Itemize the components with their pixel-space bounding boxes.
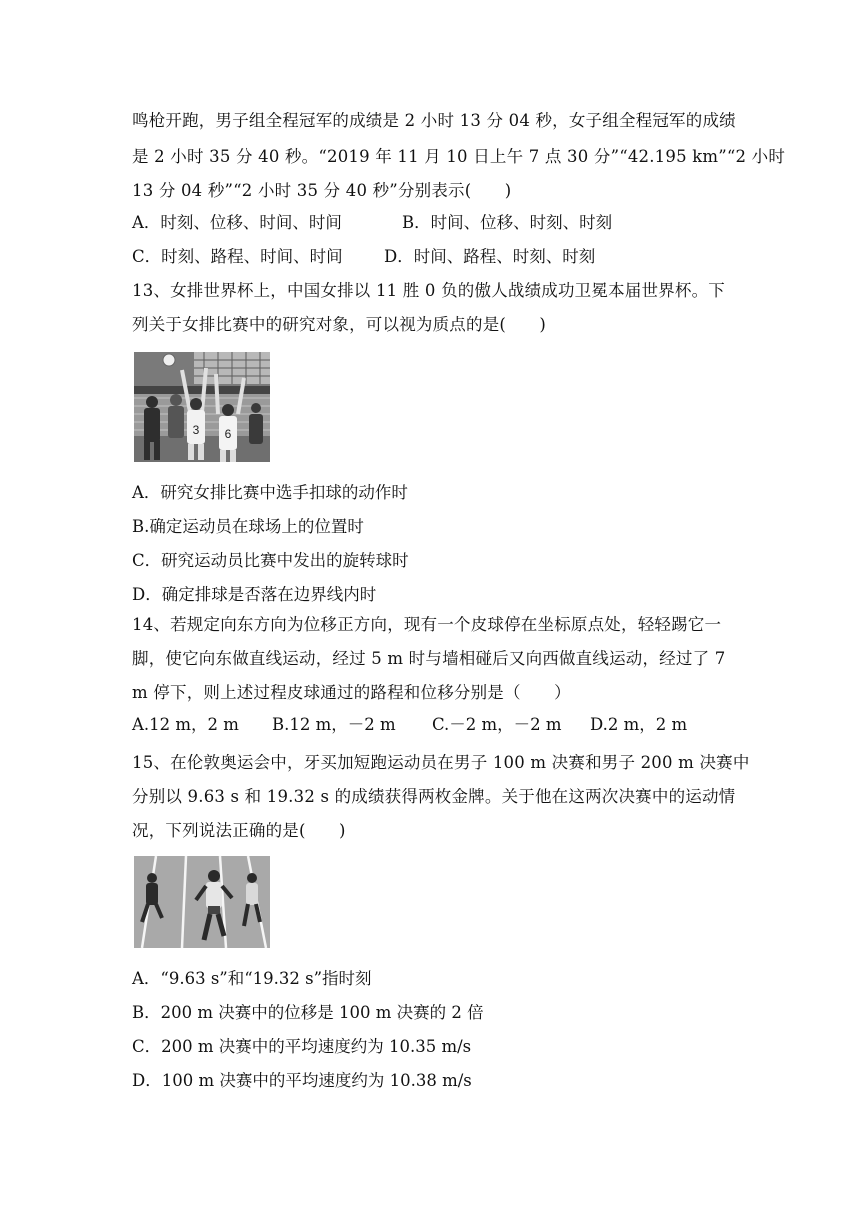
jersey-number-6: 6 xyxy=(224,427,232,441)
q15-option-d: D．100 m 决赛中的平均速度约为 10.38 m/s xyxy=(132,1071,472,1090)
q15-option-a: A．“9.63 s”和“19.32 s”指时刻 xyxy=(132,969,372,988)
q15-option-c: C．200 m 决赛中的平均速度约为 10.35 m/s xyxy=(132,1037,472,1056)
q12-option-b: B．时间、位移、时刻、时刻 xyxy=(402,213,613,232)
q13-line-2: 列关于女排比赛中的研究对象，可以视为质点的是( ) xyxy=(132,315,547,334)
jersey-number-3: 3 xyxy=(192,423,200,437)
sprinters-photo xyxy=(134,856,270,948)
q12-option-a: A．时刻、位移、时间、时间 xyxy=(132,213,342,232)
q14-option-b: B.12 m，－2 m xyxy=(272,715,396,734)
q14-option-a: A.12 m，2 m xyxy=(132,715,239,734)
q13-option-d: D．确定排球是否落在边界线内时 xyxy=(132,585,377,604)
q15-line-3: 况，下列说法正确的是( ) xyxy=(132,821,346,840)
q15-line-2: 分别以 9.63 s 和 19.32 s 的成绩获得两枚金牌。关于他在这两次决赛中的运动情 xyxy=(132,787,736,806)
q14-option-d: D.2 m，2 m xyxy=(590,715,688,734)
q14-line-2: 脚，使它向东做直线运动，经过 5 m 时与墙相碰后又向西做直线运动，经过了 7 xyxy=(132,649,726,668)
volleyball-photo xyxy=(134,352,270,462)
q14-line-3: m 停下，则上述过程皮球通过的路程和位移分别是（ ） xyxy=(132,683,571,702)
q12-line-1: 鸣枪开跑，男子组全程冠军的成绩是 2 小时 13 分 04 秒，女子组全程冠军的成绩 xyxy=(132,111,736,130)
q15-line-1: 15、在伦敦奥运会中，牙买加短跑运动员在男子 100 m 决赛和男子 200 m 决赛中 xyxy=(132,753,750,772)
q12-line-2: 是 2 小时 35 分 40 秒。“2019 年 11 月 10 日上午 7 点 30 分”“42.195 km”“2 小时 xyxy=(132,147,786,166)
q15-option-b: B．200 m 决赛中的位移是 100 m 决赛的 2 倍 xyxy=(132,1003,484,1022)
volleyball-icon xyxy=(163,354,175,366)
q14-line-1: 14、若规定向东方向为位移正方向，现有一个皮球停在坐标原点处，轻轻踢它一 xyxy=(132,615,722,634)
q12-option-c: C．时刻、路程、时间、时间 xyxy=(132,247,343,266)
q13-option-a: A．研究女排比赛中选手扣球的动作时 xyxy=(132,483,408,502)
q13-option-c: C．研究运动员比赛中发出的旋转球时 xyxy=(132,551,409,570)
q14-option-c: C.－2 m，－2 m xyxy=(432,715,562,734)
q13-option-b: B.确定运动员在球场上的位置时 xyxy=(132,517,364,536)
q13-line-1: 13、女排世界杯上，中国女排以 11 胜 0 负的傲人战绩成功卫冕本届世界杯。下 xyxy=(132,281,725,300)
q12-option-d: D．时间、路程、时刻、时刻 xyxy=(384,247,596,266)
q12-line-3: 13 分 04 秒”“2 小时 35 分 40 秒”分别表示( ) xyxy=(132,181,512,200)
